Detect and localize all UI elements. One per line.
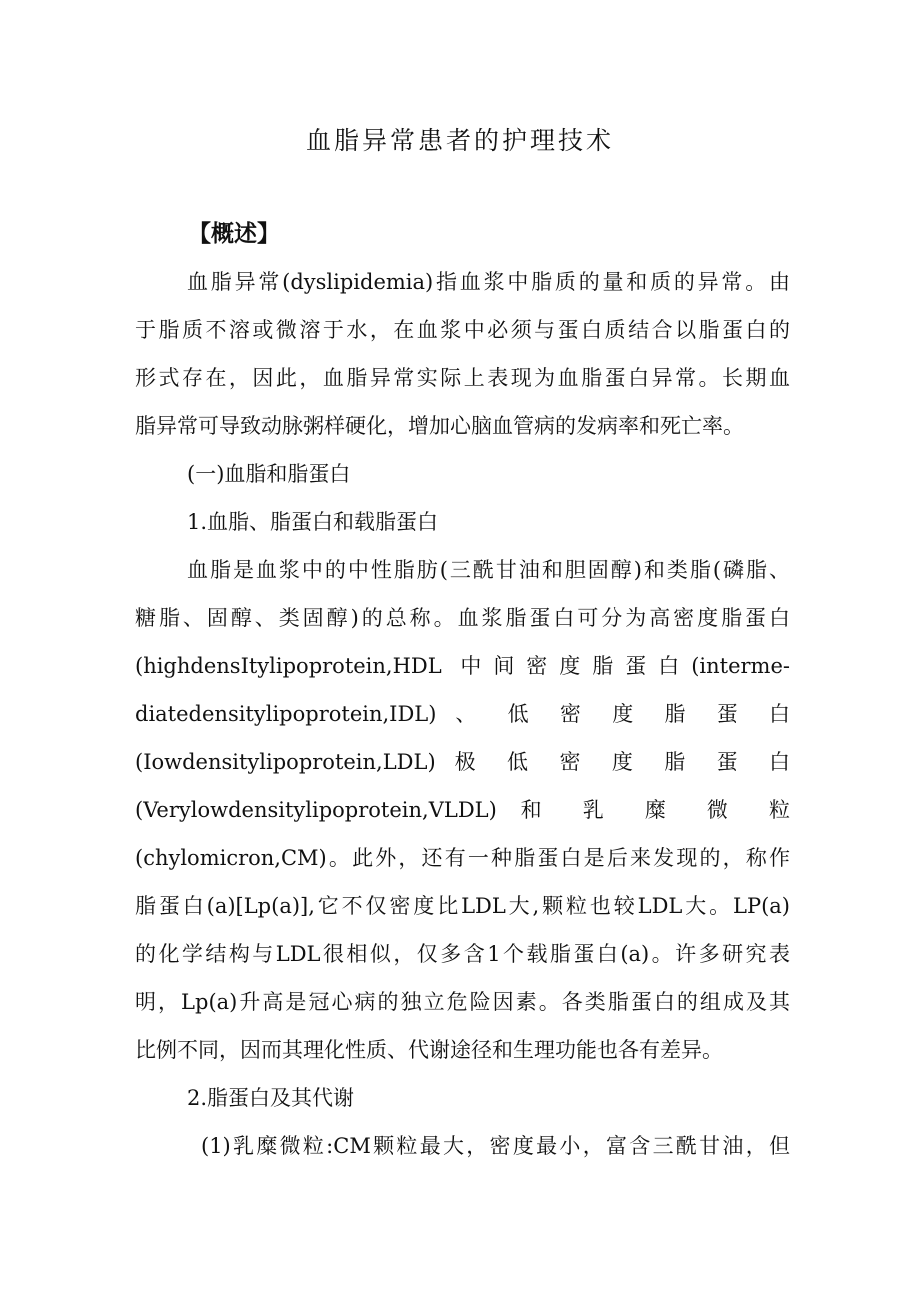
text-line: 比例不同，因而其理化性质、代谢途径和生理功能也各有差异。 <box>135 1038 723 1062</box>
text-line: 脂蛋白(a)[Lp(a)],它不仅密度比LDL大,颗粒也较LDL大。LP(a) <box>135 894 790 918</box>
text-line: (highdensItylipoprotein,HDL 中间密度脂蛋白(interme- <box>135 654 790 678</box>
text-line-chylomicron: (1)乳糜微粒:CM颗粒最大，密度最小，富含三酰甘油，但 <box>201 1134 790 1158</box>
text-line: 于脂质不溶或微溶于水，在血浆中必须与蛋白质结合以脂蛋白的 <box>135 318 790 342</box>
text-line: (Iowdensitylipoprotein,LDL) 极 低 密 度 脂 蛋 白 <box>135 750 790 774</box>
text-line: 血脂是血浆中的中性脂肪(三酰甘油和胆固醇)和类脂(磷脂、 <box>187 558 790 582</box>
document-body <box>135 258 790 1170</box>
text-line: 的化学结构与LDL很相似，仅多含1个载脂蛋白(a)。许多研究表 <box>135 942 790 966</box>
document-title: 血脂异常患者的护理技术 <box>305 126 614 155</box>
text-line: 形式存在，因此，血脂异常实际上表现为血脂蛋白异常。长期血 <box>135 366 790 390</box>
text-line: 血脂异常(dyslipidemia)指血浆中脂质的量和质的异常。由 <box>187 270 790 294</box>
text-line: (chylomicron,CM)。此外，还有一种脂蛋白是后来发现的，称作 <box>135 846 790 870</box>
text-line: 明，Lp(a)升高是冠心病的独立危险因素。各类脂蛋白的组成及其 <box>135 990 790 1014</box>
text-line: 脂异常可导致动脉粥样硬化，增加心脑血管病的发病率和死亡率。 <box>135 414 744 438</box>
text-line: 糖脂、固醇、类固醇)的总称。血浆脂蛋白可分为高密度脂蛋白 <box>135 606 790 630</box>
section-heading-overview: 【概述】 <box>188 220 280 247</box>
subheading-metabolism: 2.脂蛋白及其代谢 <box>187 1086 355 1110</box>
subheading-blood-lipids: (一)血脂和脂蛋白 <box>187 462 351 486</box>
subheading-lipoproteins: 1.血脂、脂蛋白和载脂蛋白 <box>187 510 439 534</box>
text-line: diatedensitylipoprotein,IDL) 、 低 密 度 脂 蛋 白 <box>135 702 790 726</box>
text-line: (Verylowdensitylipoprotein,VLDL) 和 乳 糜 微 粒 <box>135 798 790 822</box>
